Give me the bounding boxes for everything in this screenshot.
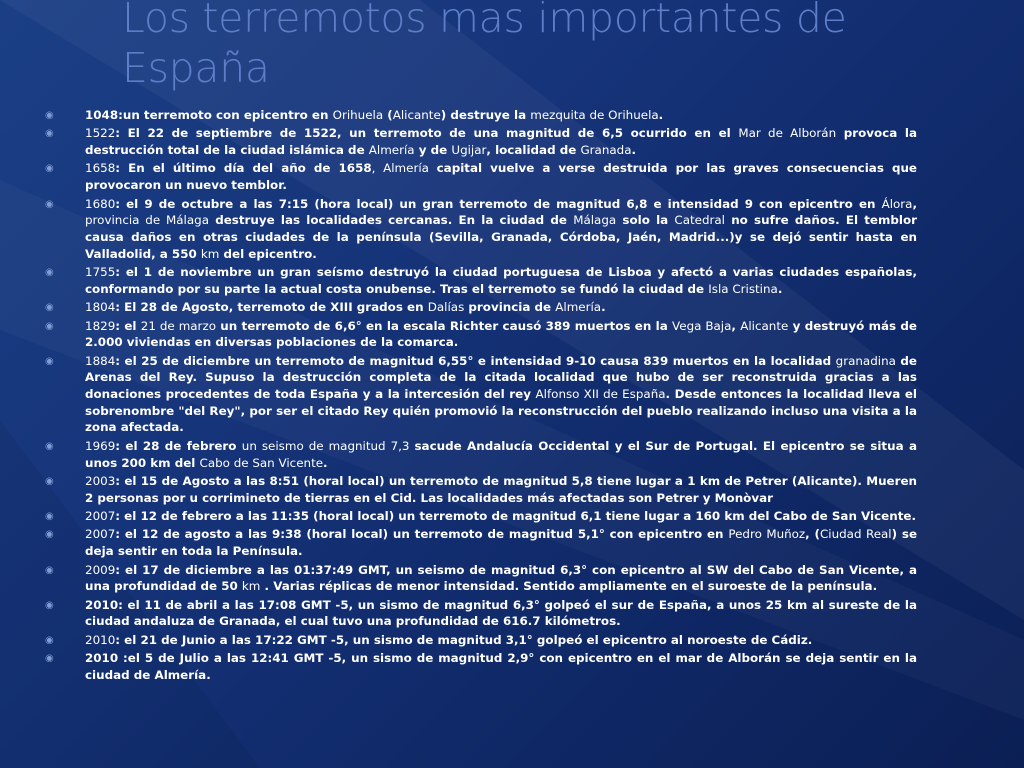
bullet-icon: ◉ [45, 529, 54, 541]
item-text-segment: . Varias réplicas de menor intensidad. Sentido ampliamente en el suroeste de la península. [260, 579, 878, 594]
item-text-segment: 1658 [85, 161, 116, 176]
bullet-icon: ◉ [45, 440, 54, 452]
item-text-segment: 1829 [85, 318, 116, 333]
item-text-segment: 2009 [85, 562, 116, 577]
list-item [45, 597, 917, 630]
bullet-icon: ◉ [45, 302, 54, 314]
item-text-segment: un seismo de magnitud 7,3 [241, 438, 415, 453]
item-text-segment: Catedral [674, 213, 725, 228]
item-text-segment: , localidad de [486, 143, 581, 158]
bullet-icon: ◉ [45, 128, 54, 140]
item-text-segment: km [241, 579, 261, 594]
list-item [45, 160, 917, 193]
item-text-segment: Dalías [427, 300, 465, 315]
item-text-segment: no sufre daños. El temblor causa daños en otras ciudades de la península (Sevilla, Granada, Córdoba, Jaén, Madrid...)y se dejó sentir hasta en Valladolid, a 550 [85, 213, 918, 261]
item-text-segment: 1680 [85, 196, 116, 211]
item-text-segment: , ( [805, 527, 820, 542]
item-text-segment: , [731, 318, 741, 333]
item-text-segment: 1048:un terremoto con epicentro en [85, 108, 333, 122]
item-text-segment: . [601, 300, 606, 315]
item-text-segment: provoca la destrucción total de la ciudad islámica de [85, 126, 917, 158]
item-text-segment: granadina [835, 353, 896, 368]
item-text-segment: : el 28 de febrero [115, 438, 242, 453]
item-text-segment: ( [383, 108, 393, 122]
item-text-segment: Almería [368, 143, 415, 158]
list-item [45, 264, 917, 297]
item-text-segment: Ugijar [451, 143, 487, 158]
item-text-segment: 2007 [85, 527, 116, 542]
list-item [45, 125, 917, 158]
item-text-segment: Alicante [740, 318, 789, 333]
list-item [45, 299, 917, 316]
item-text-segment: mezquita de Orihuela [530, 108, 659, 122]
item-text-segment: : el 12 de febrero a las 11:35 (horal local) un terremoto de magnitud 6,1 tiene lugar a 160 km del Cabo de San Vicente. [115, 509, 916, 524]
bullet-icon: ◉ [45, 564, 54, 576]
item-text-segment: 2003 [85, 473, 116, 488]
item-text-segment: 1884 [85, 353, 116, 368]
list-item [45, 107, 917, 124]
item-text-segment: ) destruye la [440, 108, 531, 122]
item-text-segment: : el 17 de diciembre a las 01:37:49 GMT, un seismo de magnitud 6,3° con epicentro al SW del Cabo de San Vicente, a una profundidad de 50 [85, 562, 917, 594]
item-text-segment: Alfonso XII de España [535, 387, 666, 402]
item-text-segment: 1755 [85, 265, 116, 280]
item-text-segment: , Almería [371, 161, 437, 176]
bullet-icon: ◉ [45, 475, 54, 487]
item-text-segment: , [912, 196, 917, 211]
bullet-icon: ◉ [45, 110, 54, 121]
item-text-segment: . [777, 281, 783, 296]
bullet-icon: ◉ [45, 198, 54, 210]
item-text-segment: Vega Baja [672, 318, 732, 333]
bullet-icon: ◉ [45, 163, 54, 175]
earthquake-list [45, 107, 917, 684]
item-text-segment: de Arenas del Rey. Supuso la destrucción completa de la citada localidad que hubo de ser reconstruida gracias a las donaciones procedentes de toda España y a la intercesión del rey [85, 353, 917, 402]
list-item [45, 508, 917, 525]
item-text-segment: y destruyó más de 2.000 viviendas en diversas poblaciones de la comarca. [85, 318, 917, 350]
item-text-segment: Orihuela [332, 108, 384, 122]
item-text-segment: 1969 [85, 438, 116, 453]
item-text-segment: . Desde entonces la localidad lleva el sobrenombre "del Rey", por ser el citado Rey quién promovió la reconstrucción del pueblo realizando incluso una visita a la zona afectada. [85, 387, 917, 435]
item-text-segment: Granada [580, 143, 632, 158]
slide-content [45, 107, 917, 685]
item-text-segment: destruye las localidades cercanas. En la ciudad de [208, 213, 574, 228]
item-text-segment: del epicentro. [219, 246, 317, 261]
slide-title: Los terremotos mas importantes de España [122, 0, 847, 92]
item-text-segment: un terremoto de 6,6° en la escala Richter causó 389 muertos en la [215, 318, 673, 333]
item-text-segment: : El 22 de septiembre de 1522, un terremoto de una magnitud de 6,5 ocurrido en el [115, 126, 739, 141]
item-text-segment: Mar de Alborán [738, 126, 837, 141]
item-text-segment: sacude Andalucía Occidental y el Sur de Portugal. El epicentro se situa a unos 200 km del [85, 438, 917, 470]
item-text-segment: 1804 [85, 300, 116, 315]
item-text-segment: Almería [555, 300, 602, 315]
item-text-segment: 2010: el 11 de abril a las 17:08 GMT -5, un sismo de magnitud 6,3° golpeó el sur de España, a unos 25 km al sureste de la ciudad andaluza de Granada, el cual tuvo una profundidad de 616.7 kilómetros. [85, 597, 917, 629]
item-text-segment: : el 12 de agosto a las 9:38 (horal local) un terremoto de magnitud 5,1° con epicentro en [115, 527, 729, 542]
list-item [45, 562, 917, 595]
bullet-icon: ◉ [45, 511, 54, 523]
item-text-segment: Málaga [573, 213, 617, 228]
bullet-icon: ◉ [45, 320, 54, 332]
item-text-segment: . [658, 108, 664, 122]
list-item [45, 438, 917, 471]
item-text-segment: 2007 [85, 509, 116, 524]
item-text-segment: provincia de Málaga [85, 213, 209, 228]
item-text-segment: : El 28 de Agosto, terremoto de XIII grados en [115, 300, 428, 315]
list-item [45, 650, 917, 683]
item-text-segment: : el 21 de Junio a las 17:22 GMT -5, un sismo de magnitud 3,1° golpeó el epicentro al noroeste de Cádiz. [115, 632, 813, 647]
item-text-segment: y de [414, 143, 452, 158]
item-text-segment: : En el último día del año de 1658 [115, 161, 372, 176]
bullet-icon: ◉ [45, 355, 54, 367]
bullet-icon: ◉ [45, 267, 54, 279]
list-item [45, 318, 917, 351]
item-text-segment: Isla Cristina [708, 281, 778, 296]
item-text-segment: 21 de marzo [140, 318, 216, 333]
item-text-segment: Cabo de San Vicente [199, 455, 324, 470]
item-text-segment: . [323, 455, 328, 470]
item-text-segment: . [631, 143, 637, 158]
item-text-segment: km [200, 246, 220, 261]
item-text-segment: ) se deja sentir en toda la Península. [85, 527, 918, 559]
item-text-segment: solo la [616, 213, 675, 228]
item-text-segment: : el 15 de Agosto a las 8:51 (horal local) un terremoto de magnitud 5,8 tiene lugar a 1 km de Petrer (Alicante). Mueren 2 personas por u corrimineto de tierras en el Cid. Las localidades más afectadas son Petrer y Monòvar [85, 473, 917, 505]
list-item [45, 473, 917, 506]
bullet-icon: ◉ [45, 653, 54, 665]
list-item [45, 196, 917, 263]
item-text-segment: : el 9 de octubre a las 7:15 (hora local) un gran terremoto de magnitud 6,8 e intensidad 9 con epicentro en [115, 196, 882, 211]
item-text-segment: : el 1 de noviembre un gran seísmo destruyó la ciudad portuguesa de Lisboa y afectó a varias ciudades españolas, conformando por su parte la actual costa onubense. Tras el terremoto se fundó la ciudad de [85, 265, 917, 296]
bullet-icon: ◉ [45, 599, 54, 611]
item-text-segment: capital vuelve a verse destruida por las graves consecuencias que provocaron un nuevo temblor. [85, 161, 917, 193]
item-text-segment: : el [115, 318, 141, 333]
item-text-segment: Pedro Muñoz [728, 527, 806, 542]
item-text-segment: provincia de [464, 300, 556, 315]
item-text-segment: 2010 :el 5 de Julio a las 12:41 GMT -5, un sismo de magnitud 2,9° con epicentro en el mar de Alborán se deja sentir en la ciudad de Almería. [85, 651, 917, 682]
item-text-segment: Alicante [392, 108, 441, 122]
list-item [45, 526, 917, 559]
item-text-segment: 1522 [85, 126, 116, 141]
list-item [45, 353, 917, 437]
item-text-segment: Álora [881, 196, 913, 211]
item-text-segment: 2010 [85, 632, 116, 647]
item-text-segment: Ciudad Real [819, 527, 892, 542]
list-item [45, 632, 917, 649]
item-text-segment: : el 25 de diciembre un terremoto de magnitud 6,55° e intensidad 9-10 causa 839 muertos en la localidad [115, 353, 836, 368]
bullet-icon: ◉ [45, 634, 54, 646]
